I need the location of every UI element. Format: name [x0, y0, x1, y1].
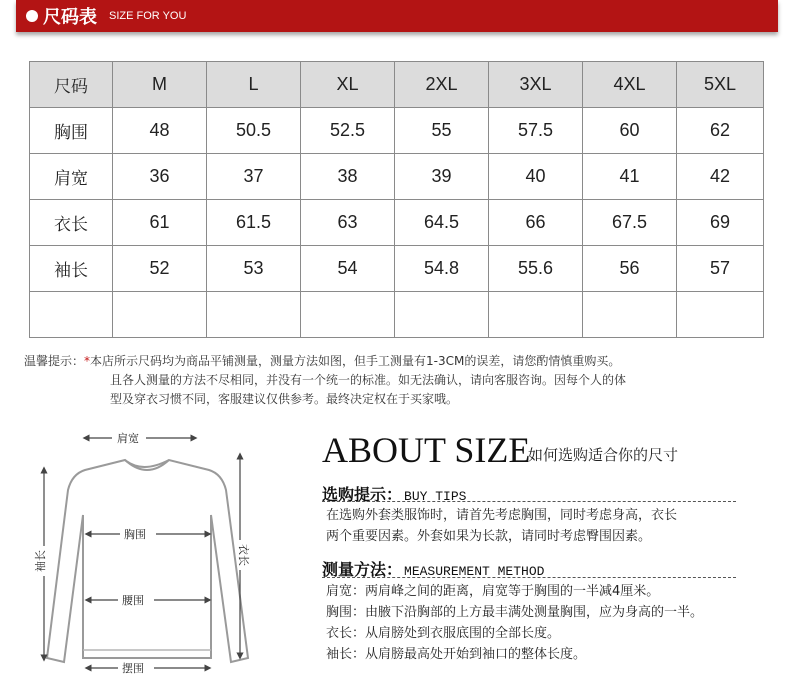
- table-cell: 52.5: [301, 108, 395, 154]
- table-cell: 60: [583, 108, 677, 154]
- row-label: [30, 292, 113, 338]
- text-line: 衣长：从肩膀处到衣服底围的全部长度。: [326, 626, 561, 641]
- note-line: 型及穿衣习惯不同，客服建议仅供参考。最终决定权在于买家哦。: [110, 392, 459, 406]
- measurement-heading-en: MEASUREMENT METHOD: [404, 564, 545, 579]
- note-line: 且各人测量的方法不尽相同，并没有一个统一的标准。如无法确认，请向客服咨询。因每个人的体: [110, 373, 627, 387]
- text-line: 胸围：由腋下沿胸部的上方最丰满处测量胸围，应为身高的一半。: [326, 605, 704, 620]
- note-line: [24, 352, 764, 371]
- note-star: *: [84, 354, 91, 368]
- table-cell: 38: [301, 154, 395, 200]
- table-cell: [113, 292, 207, 338]
- size-notes: [24, 352, 764, 409]
- column-header: 5XL: [677, 62, 764, 108]
- column-header: L: [207, 62, 301, 108]
- text-line: 肩宽：两肩峰之间的距离，肩宽等于胸围的一半减4厘米。: [326, 584, 660, 599]
- table-cell: 61.5: [207, 200, 301, 246]
- length-label: 衣长: [237, 544, 250, 566]
- table-cell: 55: [395, 108, 489, 154]
- page-subtitle: SIZE FOR YOU: [109, 10, 187, 22]
- text-line: 在选购外套类服饰时，请首先考虑胸围，同时考虑身高，衣长: [326, 508, 678, 523]
- table-cell: 52: [113, 246, 207, 292]
- table-cell: 48: [113, 108, 207, 154]
- note-text: 本店所示尺码均为商品平铺测量，测量方法如图，但手工测量有1-3CM的误差，请您酌情慎重购买。: [90, 354, 621, 368]
- table-cell: 57.5: [489, 108, 583, 154]
- table-cell: 36: [113, 154, 207, 200]
- table-row: [30, 246, 764, 292]
- table-row: [30, 154, 764, 200]
- page-title: 尺码表: [43, 7, 97, 28]
- bullet-dot-icon: [26, 10, 38, 22]
- shoulder-label: 肩宽: [117, 432, 139, 445]
- table-cell: 54.8: [395, 246, 489, 292]
- column-header: 尺码: [30, 62, 113, 108]
- table-cell: 66: [489, 200, 583, 246]
- table-cell: 40: [489, 154, 583, 200]
- section-divider: [322, 501, 736, 502]
- column-header: XL: [301, 62, 395, 108]
- buy-tips-heading-cn: 选购提示：: [322, 485, 403, 504]
- garment-measurement-diagram: [22, 420, 282, 682]
- table-cell: [677, 292, 764, 338]
- table-cell: 61: [113, 200, 207, 246]
- table-cell: 55.6: [489, 246, 583, 292]
- table-cell: 57: [677, 246, 764, 292]
- table-cell: 39: [395, 154, 489, 200]
- row-label: 肩宽: [30, 154, 113, 200]
- shirt-outline: [47, 460, 248, 662]
- table-cell: 37: [207, 154, 301, 200]
- table-cell: 50.5: [207, 108, 301, 154]
- hem-label: 摆围: [122, 662, 144, 675]
- column-header: 2XL: [395, 62, 489, 108]
- table-cell: [583, 292, 677, 338]
- table-row-empty: [30, 292, 764, 338]
- about-size-subtitle: 如何选购适合你的尺寸: [528, 446, 679, 464]
- table-cell: [207, 292, 301, 338]
- table-cell: 62: [677, 108, 764, 154]
- chest-label: 胸围: [124, 528, 146, 541]
- table-cell: 41: [583, 154, 677, 200]
- table-cell: 42: [677, 154, 764, 200]
- table-cell: 64.5: [395, 200, 489, 246]
- table-cell: [489, 292, 583, 338]
- waist-label: 腰围: [122, 594, 144, 607]
- about-size-title: ABOUT SIZE: [322, 430, 531, 470]
- table-cell: 69: [677, 200, 764, 246]
- sleeve-label: 袖长: [34, 550, 47, 572]
- row-label: 胸围: [30, 108, 113, 154]
- size-table: [29, 61, 764, 338]
- header-banner: [16, 0, 778, 32]
- text-line: 两个重要因素。外套如果为长款，请同时考虑臀围因素。: [326, 529, 652, 544]
- size-table-header-row: [30, 62, 764, 108]
- column-header: M: [113, 62, 207, 108]
- table-row: [30, 108, 764, 154]
- table-cell: 53: [207, 246, 301, 292]
- text-line: 袖长：从肩膀最高处开始到袖口的整体长度。: [326, 647, 587, 662]
- table-row: [30, 200, 764, 246]
- table-cell: [395, 292, 489, 338]
- buy-tips-text: [326, 505, 677, 547]
- row-label: 袖长: [30, 246, 113, 292]
- table-cell: 54: [301, 246, 395, 292]
- measurement-text: [326, 581, 703, 665]
- table-cell: 56: [583, 246, 677, 292]
- table-cell: [301, 292, 395, 338]
- table-cell: 63: [301, 200, 395, 246]
- row-label: 衣长: [30, 200, 113, 246]
- section-divider: [322, 577, 736, 578]
- column-header: 4XL: [583, 62, 677, 108]
- measurement-heading-cn: 测量方法：: [322, 560, 403, 579]
- buy-tips-heading-en: BUY TIPS: [404, 489, 467, 504]
- column-header: 3XL: [489, 62, 583, 108]
- table-cell: 67.5: [583, 200, 677, 246]
- note-label: 温馨提示：: [24, 354, 85, 368]
